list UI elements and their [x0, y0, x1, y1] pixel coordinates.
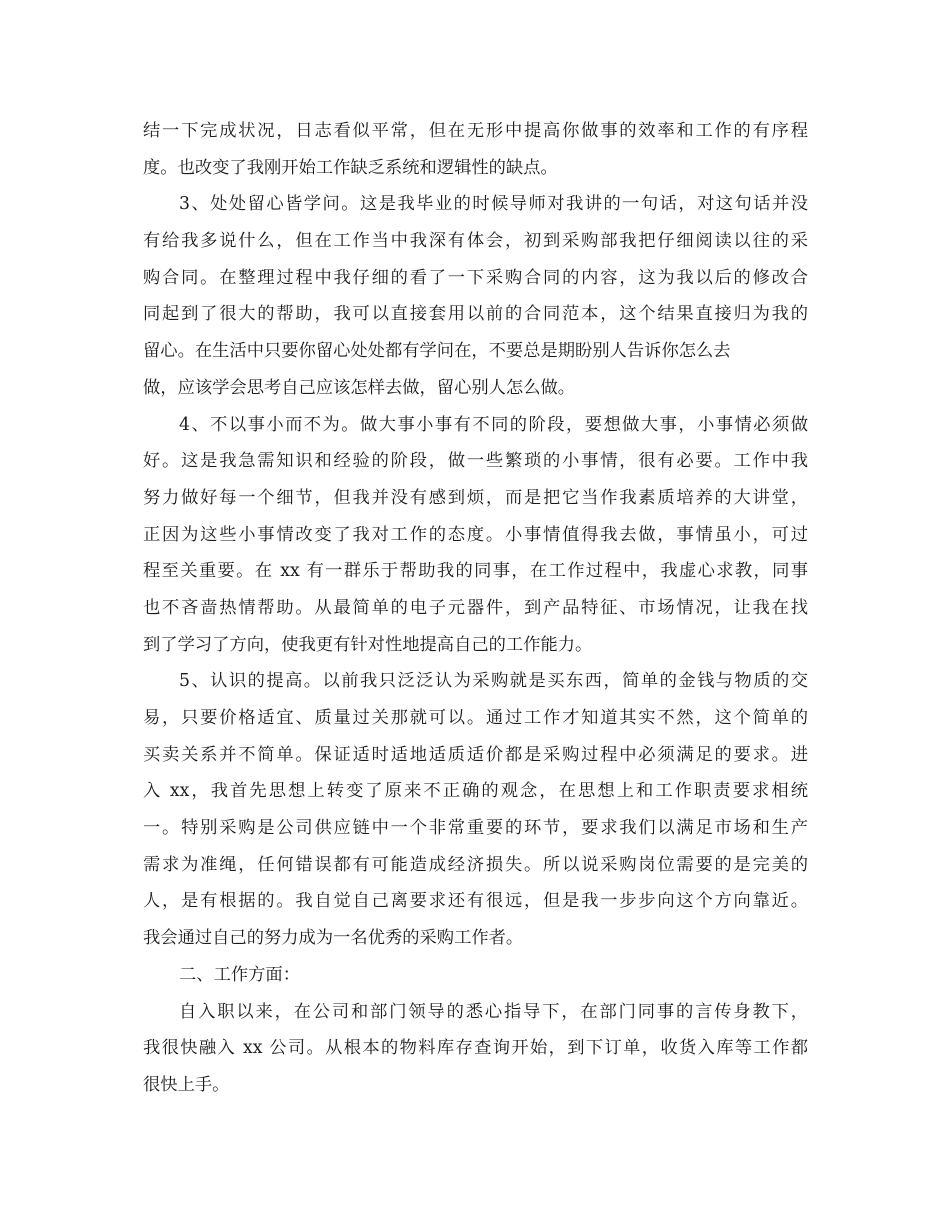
text-line: 努力做好每一个细节，但我并没有感到烦，而是把它当作我素质培养的大讲堂，	[143, 487, 808, 508]
text-line: 到了学习了方向，使我更有针对性地提高自己的工作能力。	[143, 634, 593, 655]
text-line: 易，只要价格适宜、质量过关那就可以。通过工作才知道其实不然，这个简单的	[143, 708, 808, 728]
text-line: 3、处处留心皆学问。这是我毕业的时候导师对我讲的一句话，对这句话并没	[179, 194, 808, 215]
text-line: 入 xx，我首先思想上转变了原来不正确的观念，在思想上和工作职责要求相统	[143, 781, 808, 802]
text-line: 做，应该学会思考自己应该怎样去做，留心别人怎么做。	[143, 377, 576, 398]
text-line: 留心。在生活中只要你留心处处都有学问在，不要总是期盼别人告诉你怎么去	[143, 341, 731, 362]
text-line: 有给我多说什么，但在工作当中我深有体会，初到采购部我把仔细阅读以往的采	[143, 231, 808, 252]
text-line: 正因为这些小事情改变了我对工作的态度。小事情值得我去做，事情虽小，可过	[143, 524, 808, 545]
text-line: 我很快融入 xx 公司。从根本的物料库存查询开始，到下订单，收货入库等工作都	[143, 1038, 808, 1059]
text-line: 自入职以来，在公司和部门领导的悉心指导下，在部门同事的言传身教下，	[179, 1001, 808, 1022]
text-line: 也不吝啬热情帮助。从最简单的电子元器件，到产品特征、市场情况，让我在找	[143, 597, 808, 618]
text-line: 我会通过自己的努力成为一名优秀的采购工作者。	[143, 928, 524, 949]
text-line: 4、不以事小而不为。做大事小事有不同的阶段，要想做大事，小事情必须做	[179, 414, 808, 435]
text-line: 同起到了很大的帮助，我可以直接套用以前的合同范本，这个结果直接归为我的	[143, 304, 808, 325]
text-line: 好。这是我急需知识和经验的阶段，做一些繁琐的小事情，很有必要。工作中我	[143, 451, 808, 472]
text-line: 买卖关系并不简单。保证适时适地适质适价都是采购过程中必须满足的要求。进	[143, 744, 808, 765]
text-line: 人，是有根据的。我自觉自己离要求还有很远，但是我一步步向这个方向靠近。	[143, 891, 808, 912]
text-line: 一。特别采购是公司供应链中一个非常重要的环节，要求我们以满足市场和生产	[143, 818, 808, 839]
text-line: 程至关重要。在 xx 有一群乐于帮助我的同事，在工作过程中，我虚心求教，同事	[143, 561, 808, 582]
text-line: 很快上手。	[143, 1074, 230, 1095]
text-line: 二、工作方面：	[179, 964, 300, 985]
text-line: 需求为准绳，任何错误都有可能造成经济损失。所以说采购岗位需要的是完美的	[143, 854, 808, 875]
text-line: 结一下完成状况，日志看似平常，但在无形中提高你做事的效率和工作的有序程	[143, 121, 808, 141]
text-line: 5、认识的提高。以前我只泛泛认为采购就是买东西，简单的金钱与物质的交	[179, 671, 808, 692]
text-line: 度。也改变了我刚开始工作缺乏系统和逻辑性的缺点。	[143, 157, 558, 178]
body-text	[143, 113, 808, 1104]
text-line: 购合同。在整理过程中我仔细的看了一下采购合同的内容，这为我以后的修改合	[143, 267, 808, 288]
